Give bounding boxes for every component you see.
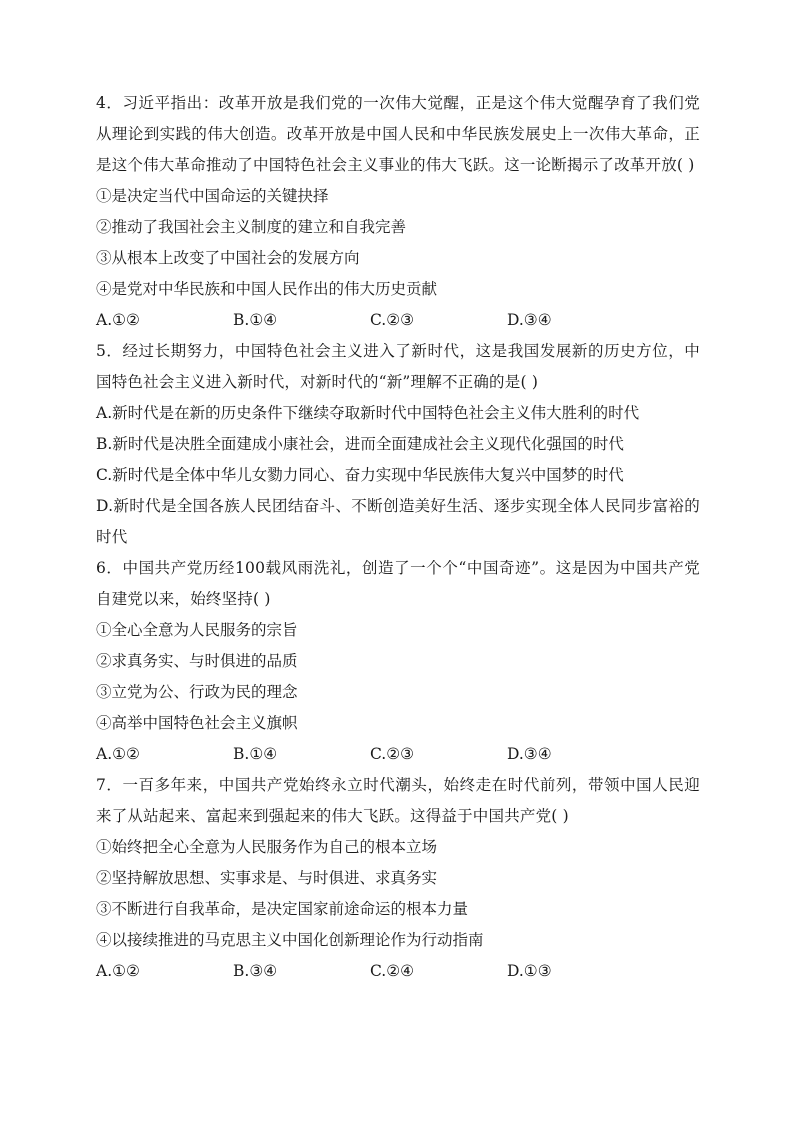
statement-item: ①是决定当代中国命运的关键抉择 (96, 187, 329, 205)
question-5 (96, 336, 700, 553)
statement-item: ②求真务实、与时俱进的品质 (96, 652, 298, 670)
option-b: B.③④ (233, 962, 278, 980)
question-stem: 7．一百多年来，中国共产党始终永立时代潮头，始终走在时代前列，带领中国人民迎来了从站起来、富起来到强起来的伟大飞跃。这得益于中国共产党( ) (96, 776, 700, 825)
statement-item: ④以接续推进的马克思主义中国化创新理论作为行动指南 (96, 931, 484, 949)
statement-item: ①全心全意为人民服务的宗旨 (96, 621, 298, 639)
choice-a: A.新时代是在新的历史条件下继续夺取新时代中国特色社会主义伟大胜利的时代 (96, 404, 640, 422)
choice-c: C.新时代是全体中华儿女勠力同心、奋力实现中华民族伟大复兴中国梦的时代 (96, 466, 624, 484)
statement-item: ④是党对中华民族和中国人民作出的伟大历史贡献 (96, 280, 438, 298)
answer-options (96, 305, 700, 336)
statement-item: ③立党为公、行政为民的理念 (96, 683, 298, 701)
question-stem: 4．习近平指出：改革开放是我们党的一次伟大觉醒，正是这个伟大觉醒孕育了我们党从理论到实践的伟大创造。改革开放是中国人民和中华民族发展史上一次伟大革命，正是这个伟大革命推动了中国特色社会主义事业的伟大飞跃。这一论断揭示了改革开放( ) (96, 94, 700, 174)
option-b: B.①④ (233, 745, 278, 763)
exam-page (96, 88, 700, 987)
question-4 (96, 88, 700, 336)
answer-options (96, 739, 700, 770)
question-6 (96, 553, 700, 770)
statement-item: ③不断进行自我革命，是决定国家前途命运的根本力量 (96, 900, 469, 918)
question-stem: 6．中国共产党历经100载风雨洗礼，创造了一个个“中国奇迹”。这是因为中国共产党自建党以来，始终坚持( ) (96, 559, 700, 608)
option-c: C.②③ (370, 745, 415, 763)
option-a: A.①② (96, 311, 140, 329)
statement-item: ②推动了我国社会主义制度的建立和自我完善 (96, 218, 407, 236)
statement-item: ①始终把全心全意为人民服务作为自己的根本立场 (96, 838, 438, 856)
answer-options (96, 956, 700, 987)
statement-item: ④高举中国特色社会主义旗帜 (96, 714, 298, 732)
option-d: D.①③ (507, 962, 552, 980)
option-a: A.①② (96, 745, 140, 763)
choice-b: B.新时代是决胜全面建成小康社会，进而全面建成社会主义现代化强国的时代 (96, 435, 624, 453)
option-b: B.①④ (233, 311, 278, 329)
question-7 (96, 770, 700, 987)
option-d: D.③④ (507, 745, 552, 763)
option-d: D.③④ (507, 311, 552, 329)
option-c: C.②③ (370, 311, 415, 329)
option-c: C.②④ (370, 962, 415, 980)
statement-item: ③从根本上改变了中国社会的发展方向 (96, 249, 360, 267)
option-a: A.①② (96, 962, 140, 980)
question-stem: 5．经过长期努力，中国特色社会主义进入了新时代，这是我国发展新的历史方位，中国特色社会主义进入新时代，对新时代的“新”理解不正确的是( ) (96, 342, 700, 391)
choice-d: D.新时代是全国各族人民团结奋斗、不断创造美好生活、逐步实现全体人民同步富裕的时代 (96, 497, 700, 546)
statement-item: ②坚持解放思想、实事求是、与时俱进、求真务实 (96, 869, 438, 887)
